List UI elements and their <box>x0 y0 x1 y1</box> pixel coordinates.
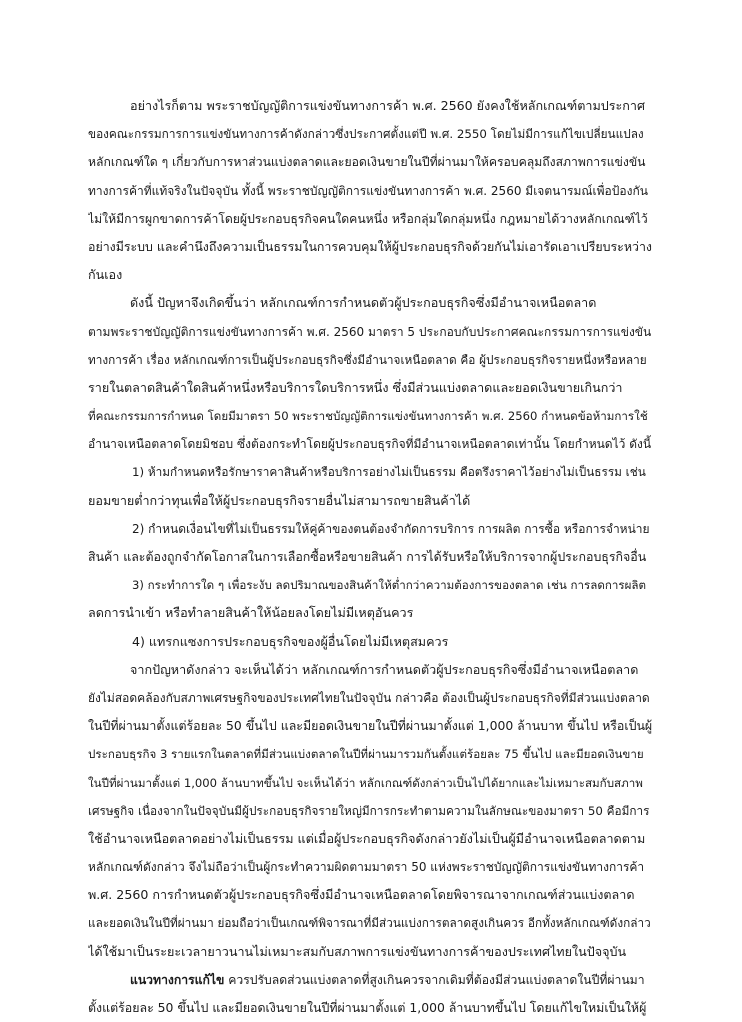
line-text: รายในตลาดสินค้าใดสินค้าหนึ่งหรือบริการใดบริการหนึ่ง ซึ่งมีส่วนแบ่งตลาดและยอดเงินขายเกินกว่า <box>88 379 623 395</box>
line-text: ประกอบธุรกิจ 3 รายแรกในตลาดที่มีส่วนแบ่งตลาดในปีที่ผ่านมารวมกันตั้งแต่ร้อยละ 75 ขึ้นไป และมียอดเงินขาย <box>88 747 644 762</box>
line-text: หลักเกณฑ์ดังกล่าว จึงไม่ถือว่าเป็นผู้กระทำความผิดตามมาตรา 50 แห่งพระราชบัญญัติการแข่งขันทางการค้า <box>88 860 645 875</box>
text-line <box>88 148 652 176</box>
line-text: ได้ใช้มาเป็นระยะเวลายาวนานไม่เหมาะสมกับสภาพการแข่งขันทางการค้าของประเทศไทยในปัจจุบัน <box>88 943 627 959</box>
text-line <box>88 543 652 571</box>
line-text: ใช้อำนาจเหนือตลาดอย่างไม่เป็นธรรม แต่เมื่อผู้ประกอบธุรกิจดังกล่าวยังไม่เป็นผู้มีอำนาจเหนือตลาดตาม <box>88 830 646 846</box>
line-text: กันเอง <box>88 267 123 283</box>
line-text: สินค้า และต้องถูกจำกัดโอกาสในการเลือกซื้อหรือขายสินค้า การได้รับหรือให้บริการจากผู้ประกอบธุรกิจอื่น <box>88 549 647 564</box>
text-line <box>88 346 652 374</box>
text-line <box>88 994 652 1022</box>
text-line <box>88 487 652 515</box>
line-text: ในปีที่ผ่านมาตั้งแต่ร้อยละ 50 ขึ้นไป และมียอดเงินขายในปีที่ผ่านมาตั้งแต่ 1,000 ล้านบาท ขึ้นไป หรือเป็นผู้ <box>88 718 652 734</box>
line-text: พ.ศ. 2560 การกำหนดตัวผู้ประกอบธุรกิจซึ่งมีอำนาจเหนือตลาดโดยพิจารณาจากเกณฑ์ส่วนแบ่งตลาด <box>88 887 635 903</box>
line-text: อย่างไรก็ตาม พระราชบัญญัติการแข่งขันทางการค้า พ.ศ. 2560 ยังคงใช้หลักเกณฑ์ตามประกาศ <box>130 98 645 113</box>
text-line <box>88 684 652 712</box>
text-line <box>88 458 652 486</box>
line-text: ไม่ให้มีการผูกขาดการค้าโดยผู้ประกอบธุรกิจคนใดคนหนึ่ง หรือกลุ่มใดกลุ่มหนึ่ง กฎหมายได้วางหลักเกณฑ์ไว้ <box>88 211 648 226</box>
text-line <box>88 909 652 937</box>
text-line <box>88 233 652 261</box>
text-line <box>88 628 652 656</box>
line-text: ดังนี้ ปัญหาจึงเกิดขึ้นว่า หลักเกณฑ์การกำหนดตัวผู้ประกอบธุรกิจซึ่งมีอำนาจเหนือตลาด <box>130 295 597 311</box>
line-text: 2) กำหนดเงื่อนไขที่ไม่เป็นธรรมให้คู่ค้าของตนต้องจำกัดการบริการ การผลิต การซื้อ หรือการจำหน่าย <box>132 521 650 536</box>
line-text: ทางการค้าที่แท้จริงในปัจจุบัน ทั้งนี้ พระราชบัญญัติการแข่งขันทางการค้า พ.ศ. 2560 มีเจตนารมณ์เพื่อป้องกัน <box>88 183 648 198</box>
line-text: และยอดเงินในปีที่ผ่านมา ย่อมถือว่าเป็นเกณฑ์พิจารณาที่มีส่วนแบ่งการตลาดสูงเกินควร อีกทั้งหลักเกณฑ์ดังกล่าว <box>88 916 651 931</box>
text-line <box>88 797 652 825</box>
line-text: ยอมขายต่ำกว่าทุนเพื่อให้ผู้ประกอบธุรกิจรายอื่นไม่สามารถขายสินค้าได้ <box>88 492 471 508</box>
text-line <box>88 825 652 853</box>
document-body <box>88 92 652 1022</box>
line-text: 3) กระทำการใด ๆ เพื่อระงับ ลดปริมาณของสินค้าให้ต่ำกว่าความต้องการของตลาด เช่น การลดการผลิต <box>132 578 647 593</box>
line-text: ลดการนำเข้า หรือทำลายสินค้าให้น้อยลงโดยไม่มีเหตุอันควร <box>88 605 414 621</box>
text-line <box>88 938 652 966</box>
text-line <box>88 515 652 543</box>
line-text: ทางการค้า เรื่อง หลักเกณฑ์การเป็นผู้ประกอบธุรกิจซึ่งมีอำนาจเหนือตลาด คือ ผู้ประกอบธุรกิจรายหนึ่งหรือหลาย <box>88 352 647 367</box>
line-text: อย่างมีระบบ และคำนึงถึงความเป็นธรรมในการควบคุมให้ผู้ประกอบธุรกิจด้วยกันไม่เอารัดเอาเปรียบระหว่าง <box>88 238 652 254</box>
line-text: ที่คณะกรรมการกำหนด โดยมีมาตรา 50 พระราชบัญญัติการแข่งขันทางการค้า พ.ศ. 2560 กำหนดข้อห้ามการใช้ <box>88 409 648 424</box>
text-line <box>88 853 652 881</box>
text-line <box>88 120 652 148</box>
text-line <box>88 177 652 205</box>
line-text: เศรษฐกิจ เนื่องจากในปัจจุบันมีผู้ประกอบธุรกิจรายใหญ่มีการกระทำตามความในลักษณะของมาตรา 50 คือมีการ <box>88 803 650 818</box>
text-line <box>88 261 652 289</box>
text-line <box>88 740 652 768</box>
text-line <box>88 966 652 994</box>
text-line <box>88 712 652 740</box>
text-line <box>88 402 652 430</box>
line-text: ของคณะกรรมการการแข่งขันทางการค้าดังกล่าวซึ่งประกาศตั้งแต่ปี พ.ศ. 2550 โดยไม่มีการแก้ไขเปลี่ยนแปลง <box>88 127 644 142</box>
text-line <box>88 92 652 120</box>
text-line <box>88 318 652 346</box>
line-text: หลักเกณฑ์ใด ๆ เกี่ยวกับการหาส่วนแบ่งตลาดและยอดเงินขายในปีที่ผ่านมาให้ครอบคลุมถึงสภาพการแข่งขัน <box>88 155 646 170</box>
text-line <box>88 769 652 797</box>
text-line <box>88 656 652 684</box>
line-text: ควรปรับลดส่วนแบ่งตลาดที่สูงเกินควรจากเดิมที่ต้องมีส่วนแบ่งตลาดในปีที่ผ่านมา <box>224 972 645 987</box>
text-line <box>88 881 652 909</box>
line-text: ในปีที่ผ่านมาตั้งแต่ 1,000 ล้านบาทขึ้นไป จะเห็นได้ว่า หลักเกณฑ์ดังกล่าวเป็นไปได้ยากและไม่เหมาะสมกับสภาพ <box>88 775 643 790</box>
line-text: ยังไม่สอดคล้องกับสภาพเศรษฐกิจของประเทศไทยในปัจจุบัน กล่าวคือ ต้องเป็นผู้ประกอบธุรกิจที่มีส่วนแบ่งตลาด <box>88 690 650 705</box>
line-text: จากปัญหาดังกล่าว จะเห็นได้ว่า หลักเกณฑ์การกำหนดตัวผู้ประกอบธุรกิจซึ่งมีอำนาจเหนือตลาด <box>130 661 639 677</box>
line-text: 4) แทรกแซงการประกอบธุรกิจของผู้อื่นโดยไม่มีเหตุสมควร <box>132 633 449 649</box>
text-line <box>88 430 652 458</box>
section-heading: แนวทางการแก้ไข <box>130 972 225 987</box>
text-line <box>88 599 652 627</box>
text-line <box>88 374 652 402</box>
line-text: ตามพระราชบัญญัติการแข่งขันทางการค้า พ.ศ. 2560 มาตรา 5 ประกอบกับประกาศคณะกรรมการการแข่งขัน <box>88 324 652 339</box>
line-text: อำนาจเหนือตลาดโดยมิชอบ ซึ่งต้องกระทำโดยผู้ประกอบธุรกิจที่มีอำนาจเหนือตลาดเท่านั้น โดยกำหนดไว้ ดังนี้ <box>88 437 652 452</box>
text-line <box>88 205 652 233</box>
text-line <box>88 571 652 599</box>
line-text: 1) ห้ามกำหนดหรือรักษาราคาสินค้าหรือบริการอย่างไม่เป็นธรรม คือตรึงราคาไว้อย่างไม่เป็นธรรม เช่น <box>132 465 646 480</box>
line-text: ตั้งแต่ร้อยละ 50 ขึ้นไป และมียอดเงินขายในปีที่ผ่านมาตั้งแต่ 1,000 ล้านบาทขึ้นไป โดยแก้ไขใหม่เป็นให้ผู้ <box>88 1000 647 1015</box>
text-line <box>88 289 652 317</box>
